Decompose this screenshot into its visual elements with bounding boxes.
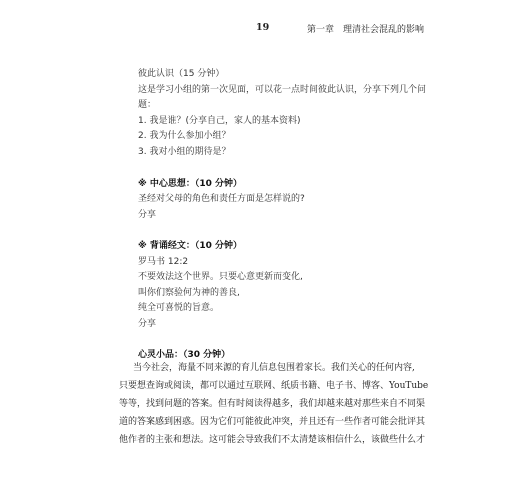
paragraph-line: 当今社会，海量不同来源的育儿信息包围着家长。我们关心的任何内容,: [133, 363, 415, 373]
verse-line-2: 叫你们察验何为神的善良,: [138, 288, 240, 298]
question-3: 3. 我对小组的期待是？: [138, 147, 231, 157]
page-number: 19: [256, 22, 270, 33]
intro-text-cont: 题：: [138, 100, 157, 110]
paragraph-line: 他作者的主张和想法。这可能会导致我们不太清楚该相信什么，该做些什么才: [119, 435, 426, 445]
central-thought-heading: ※ 中心思想：（10 分钟）: [138, 179, 243, 189]
central-thought-share: 分享: [138, 210, 157, 220]
paragraph-line: 只要想查询或阅读，都可以通过互联网、纸质书籍、电子书、博客、YouTube: [119, 381, 429, 391]
verse-reference: 罗马书 12:2: [138, 257, 189, 267]
paragraph-line: 等等，找到问题的答案。但有时阅读得越多，我们却越来越对那些来自不同渠: [119, 399, 426, 409]
verse-line-1: 不要效法这个世界。只要心意更新而变化,: [138, 272, 303, 282]
question-2: 2. 我为什么参加小组？: [138, 131, 231, 141]
chapter-title: 第一章 理清社会混乱的影响: [307, 25, 425, 35]
question-1: 1. 我是谁？(分享自己，家人的基本资料): [138, 116, 301, 126]
central-thought-question: 圣经对父母的角色和责任方面是怎样说的?: [138, 194, 305, 204]
memory-verse-share: 分享: [138, 319, 157, 329]
intro-heading: 彼此认识（15 分钟）: [138, 69, 225, 79]
reflection-heading: 心灵小品：（30 分钟）: [138, 350, 231, 360]
intro-text: 这是学习小组的第一次见面，可以花一点时间彼此认识，分享下列几个问: [138, 85, 427, 95]
memory-verse-heading: ※ 背诵经文：（10 分钟）: [138, 241, 243, 251]
verse-line-3: 纯全可喜悦的旨意。: [138, 303, 220, 313]
paragraph-line: 道的答案感到困惑。因为它们可能彼此冲突，并且还有一些作者可能会批评其: [119, 417, 426, 427]
